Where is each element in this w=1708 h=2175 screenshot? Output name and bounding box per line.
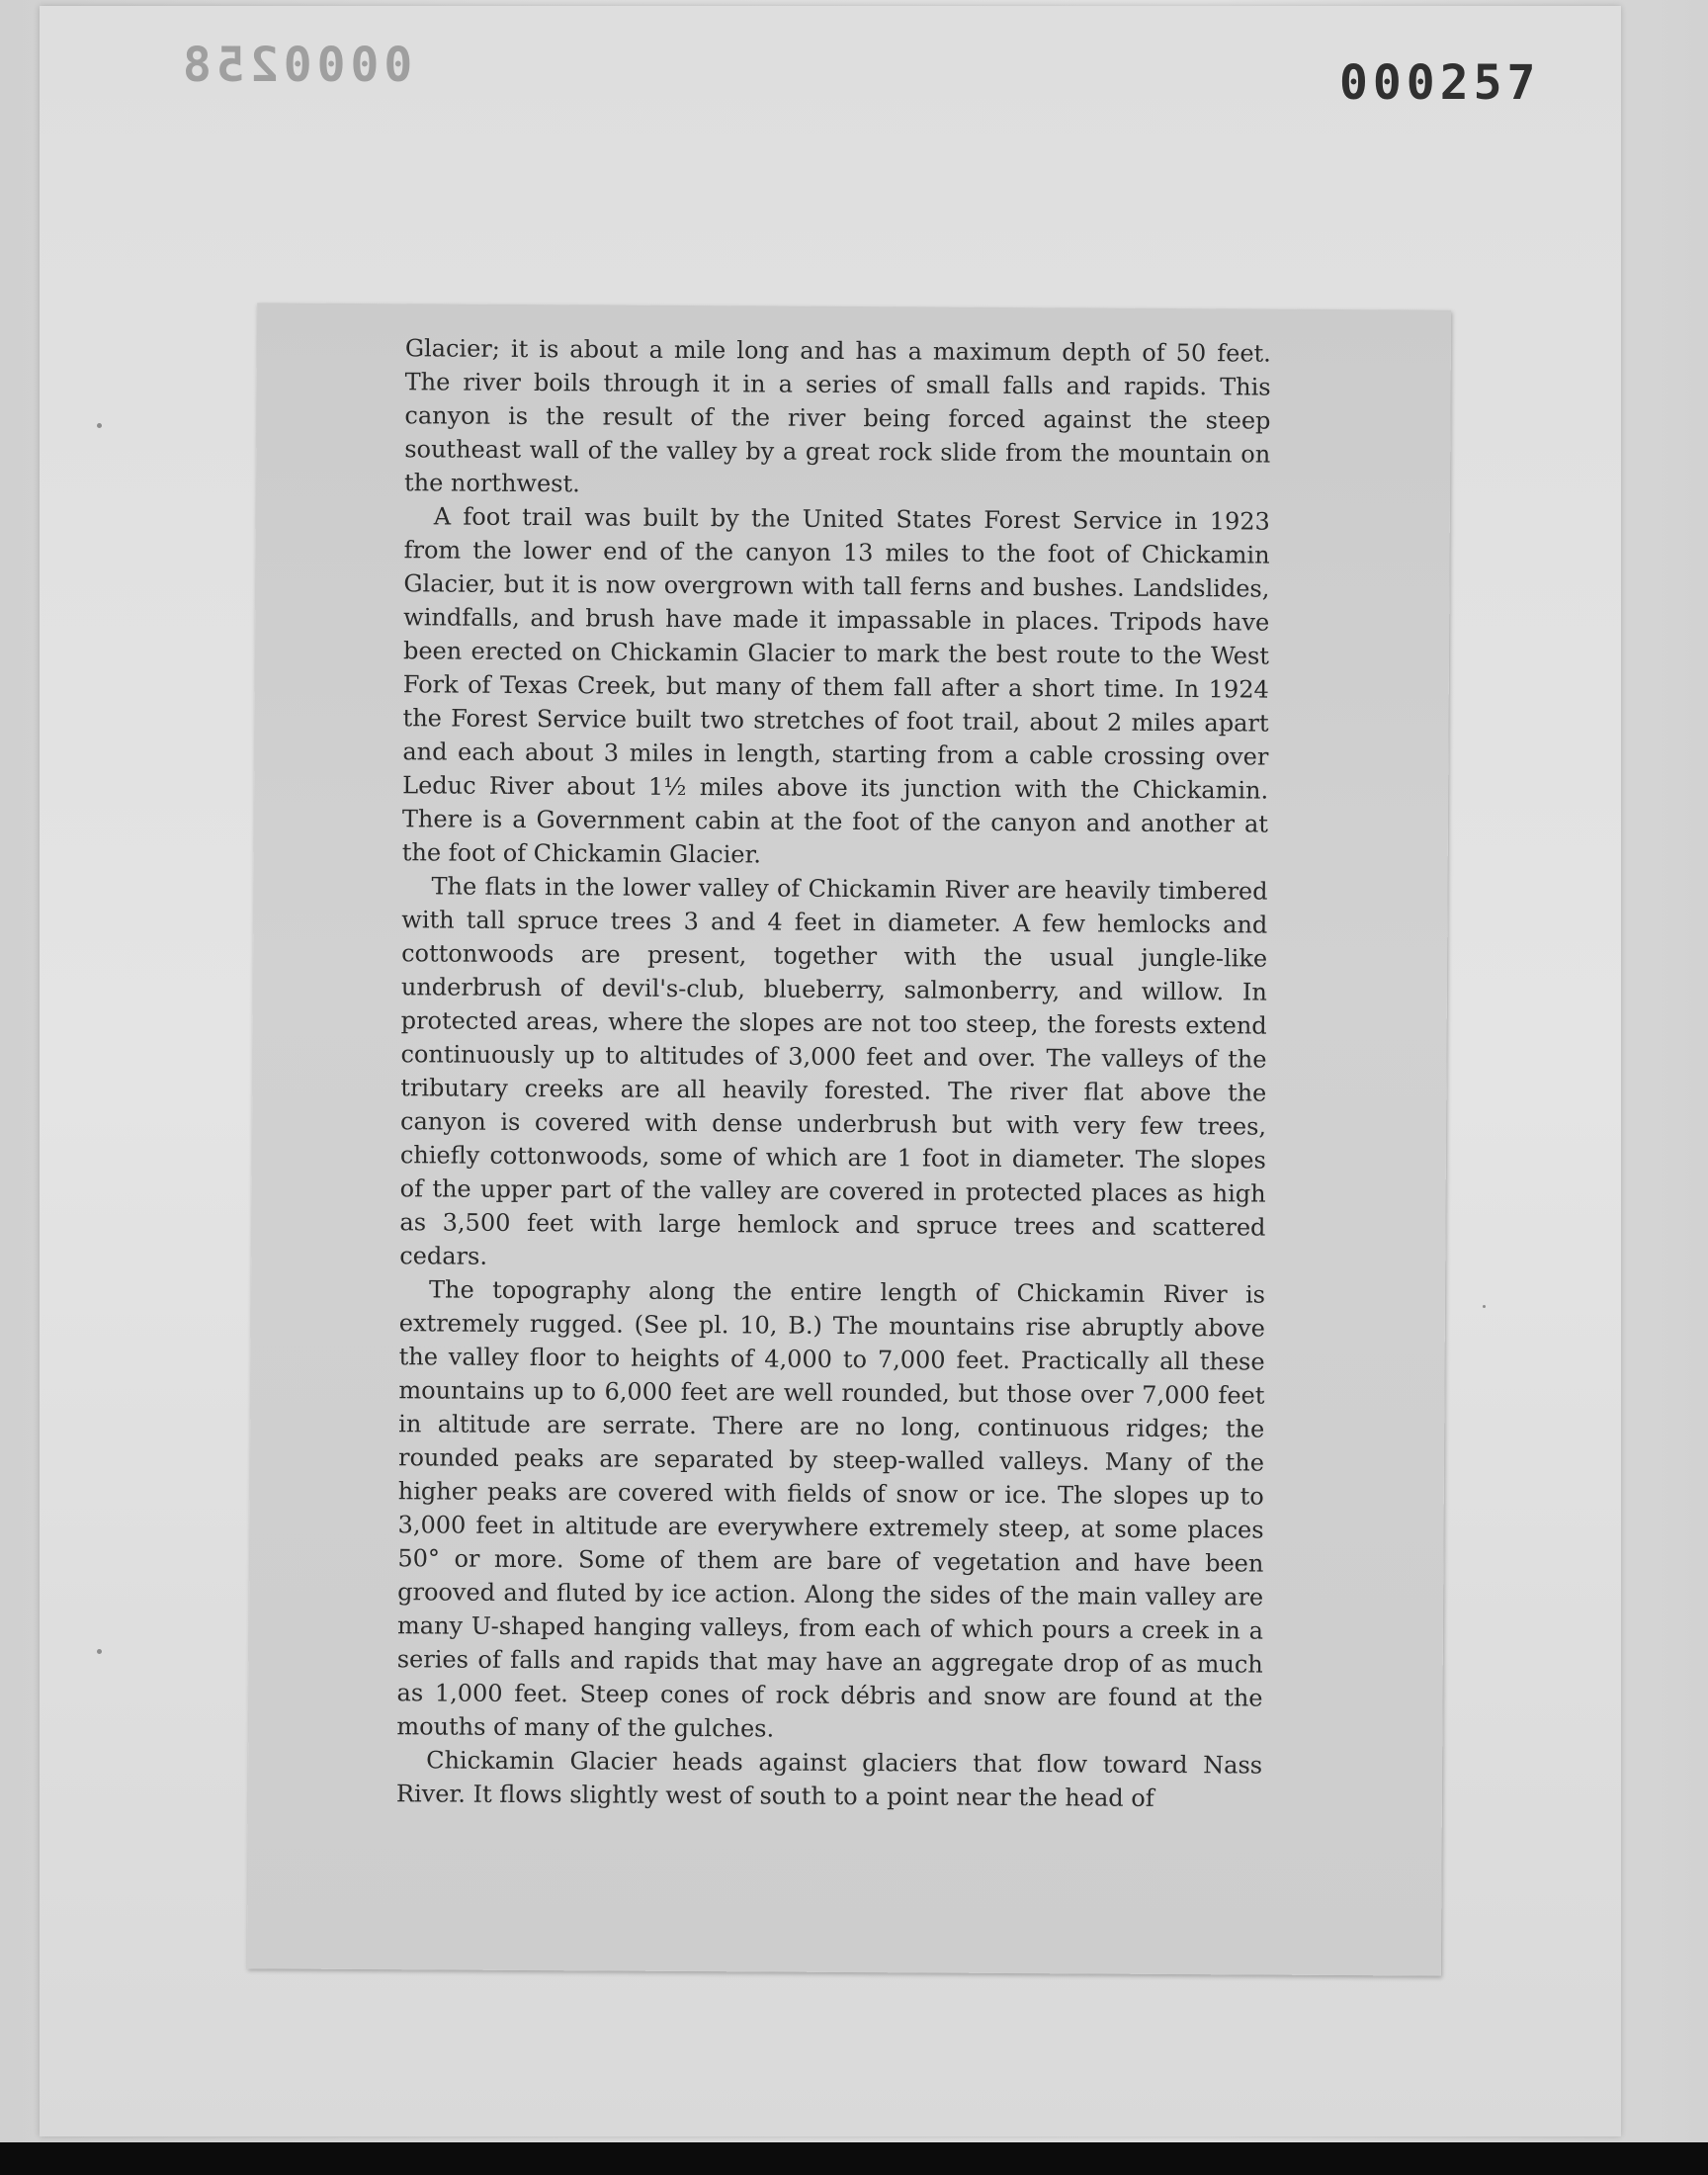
mirrored-page-stamp: 0000258	[178, 38, 413, 93]
paragraph: Chickamin Glacier heads against glaciers that flow toward Nass River. It flows slightly west of south to a point near the head of	[395, 1746, 1263, 1812]
dust-speck	[97, 1649, 102, 1654]
paragraph: The topography along the entire length of Chickamin River is extremely rugged. (See pl. 10, B.) The mountains rise abruptly above the valley floor to heights of 4,000 to 7,000 feet. Practically all these mountains up to 6,000 feet are well rounded, but those over 7,000 feet in altitude are serrate. There are no long, continuous ridges; the rounded peaks are separated by steep-walled valleys. Many of the higher peaks are covered with fields of snow or ice. The slopes up to 3,000 feet in altitude are everywhere extremely steep, at some places 50° or more. Some of them are bare of vegetation and have been grooved and fluted by ice action. Along the sides of the main valley are many U-shaped hanging valleys, from each of which pours a creek in a series of falls and rapids that may have an aggregate drop of as much as 1,000 feet. Steep cones of rock débris and snow are found at the mouths of many of the gulches.	[396, 1275, 1266, 1743]
paragraph: Glacier; it is about a mile long and has a maximum depth of 50 feet. The river boils through it in a series of small falls and rapids. This canyon is the result of the river being forced against the steep southeast wall of the valley by a great rock slide from the mountain on the northwest.	[403, 334, 1271, 498]
dust-speck	[97, 423, 102, 428]
document-page	[247, 303, 1451, 1975]
scanner-edge-bar	[0, 2142, 1708, 2175]
dust-speck	[1483, 1305, 1486, 1308]
paragraph: A foot trail was built by the United States Forest Service in 1923 from the lower end of the canyon 13 miles to the foot of Chickamin Glacier, but it is now overgrown with tall ferns and bushes. Landslides, windfalls, and brush have made it impassable in places. Tripods have been erected on Chickamin Glacier to mark the best route to the West Fork of Texas Creek, but many of them fall after a short time. In 1924 the Forest Service built two stretches of foot trail, about 2 miles apart and each about 3 miles in length, starting from a cable crossing over Leduc River about 1½ miles above its junction with the Chickamin. There is a Government cabin at the foot of the canyon and another at the foot of Chickamin Glacier.	[401, 502, 1270, 869]
page-number-stamp: 000257	[1339, 55, 1541, 111]
paragraph: The flats in the lower valley of Chickamin River are heavily timbered with tall spruce trees 3 and 4 feet in diameter. A few hemlocks and cottonwoods are present, together with the usual jungle-like underbrush of devil's-club, blueberry, salmonberry, and willow. In protected areas, where the slopes are not too steep, the forests extend continuously up to altitudes of 3,000 feet and over. The valleys of the tributary creeks are all heavily forested. The river flat above the canyon is covered with dense underbrush but with very few trees, chiefly cottonwoods, some of which are 1 foot in diameter. The slopes of the upper part of the valley are covered in protected places as high as 3,500 feet with large hemlock and spruce trees and scattered cedars.	[399, 872, 1268, 1270]
body-text	[396, 331, 1271, 1815]
